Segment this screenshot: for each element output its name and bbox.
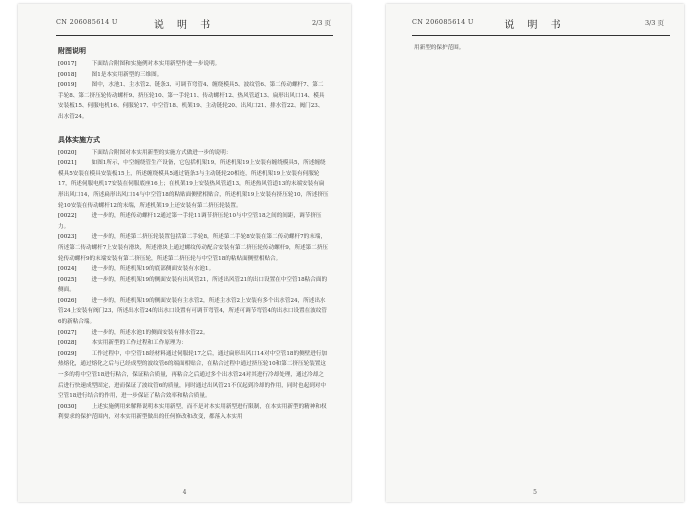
paragraph xyxy=(414,43,670,54)
paragraph-number: [0018] xyxy=(58,71,77,78)
paragraph-number: [0021] xyxy=(58,160,77,167)
paragraph xyxy=(58,158,329,211)
paragraph-text: 进一步的，所述机架19的侧面安装有出风管21，所述出风管21的出口设置在中空管18粘合面的侧面。 xyxy=(58,276,328,294)
paragraph xyxy=(58,80,329,122)
paragraph-number: [0025] xyxy=(58,276,77,283)
paragraph-number: [0020] xyxy=(58,149,77,156)
paragraph-text: 用新型的保护范围。 xyxy=(414,45,465,51)
paragraph-number: [0017] xyxy=(58,61,77,67)
paragraph xyxy=(58,338,329,349)
section-heading: 附图说明 xyxy=(58,46,86,55)
paragraph-text: 本实用新型的工作过程和工作原理为： xyxy=(91,340,187,347)
paragraph xyxy=(58,211,329,232)
paragraph xyxy=(58,232,329,264)
paragraph-text: 图1是本实用新型的三维图。 xyxy=(91,71,163,78)
paragraph xyxy=(58,349,329,402)
paragraph-number: [0030] xyxy=(58,403,77,410)
paragraph xyxy=(58,296,329,328)
paragraph-text: 工作过程中，中空管18经材料通过伺服轮17之后，通过扁形出风口14对中空管18的侧壁进行加热熔化，通过熔化之后与已经成型的波纹管6的端面相贴合，在粘合过程中通过挤压轮10和第二挤压轮装置这一多的将中空管18进行粘合，保证粘合质量，再粘合之后通过多个出水管24对其进行冷却处理，通过冷却之后进行快速成型固定，进而保证了波纹管6的质量，同时通过出风管21不仅起到冷却的作用，同时也起到对中空管18进行结合的作用，进一步保证了粘合效率和粘合质量。 xyxy=(58,350,328,400)
paragraph xyxy=(58,59,329,70)
paragraph xyxy=(58,328,329,339)
page-indicator: 2/3 页 xyxy=(311,19,331,27)
page-number: 4 xyxy=(182,489,187,496)
paragraph-number: [0024] xyxy=(58,266,77,273)
publication-number: CN 206085614 U xyxy=(56,18,118,26)
paragraph xyxy=(58,275,329,296)
paragraph-text: 如图1所示，中空缠绕管生产设备，它包括机架19，所述机架19上安装有缠绕模具5，所述缠绕模具5安装在模具安装板15上，所述缠绕模具5通过链条3与主动链轮20相连，所述机架19上安装有伺服轮17，所述伺服电机17安装在伺服底座16上；在机架19上安装热风管道13，所述热风管道13的末端安装有扁形出风口14，所述扁形出风口14与中空管18的粘贴面侧壁相贴合，所述机架19上安装有挤压轮10，所述挤压轮10安装在传动螺杆12的末端，所述机架19上还安装有第二挤压轮装置。 xyxy=(58,160,329,209)
paragraph-number: [0028] xyxy=(58,340,77,347)
paragraph-text: 下面结合附图和实施例对本实用新型作进一步说明。 xyxy=(91,61,221,67)
document-page-right xyxy=(386,4,684,502)
page-header xyxy=(18,18,351,32)
paragraph-text: 进一步的，所述水池1的侧面安装有排水管22。 xyxy=(91,329,209,336)
section-heading: 具体实施方式 xyxy=(58,134,100,144)
page-body xyxy=(58,44,329,423)
paragraph-text: 进一步的，所述机架19的侧面安装有主水管2，所述主水管2上安装有多个出水管24，所述出水管24上安装有阀门23，所述出水管24的出水口设置有可调节弯管4，所述可调节弯管4的出水口设置在波纹管6的新粘合端。 xyxy=(58,297,328,326)
header-rule xyxy=(412,35,670,36)
publication-number: CN 206085614 U xyxy=(412,18,474,26)
paragraph-number: [0023] xyxy=(58,234,77,241)
paragraph-text: 进一步的，所述机架19的底部侧面安装有水池1。 xyxy=(91,266,215,273)
paragraph-text: 上述实施例用来解释说明本实用新型，而不是对本实用新型进行限制，在本实用新型的精神和权利要求的保护范围内，对本实用新型做出的任何修改和改变，都落入本实用 xyxy=(58,403,327,421)
paragraph-text: 进一步的，所述第二挤压轮装置包括第二手轮8，所述第二手轮8安装在第二传动螺杆7的末端，所述第二传动螺杆7上安装有滑块，所述滑块上通过螺纹传动配合安装有第二挤压轮传动螺杆9，所述第二挤压轮传动螺杆9的末端安装有第二挤压轮，所述第二挤压轮与中空管18的粘贴面侧壁相贴合。 xyxy=(58,234,329,262)
paragraph-number: [0026] xyxy=(58,297,77,304)
paragraph-text: 图中，水池1、主水管2、链条3、可调节弯管4、缠绕模具5、波纹管6、第二传动螺杆7、第二手轮8、第二挤压轮传动螺杆9、挤压轮10、第一手轮11、传动螺杆12、热风管道13、扁形出风口14、模具安装板15、伺服电机16、伺服轮17、中空管18、机架19、主动链轮20、出风口21、排水管22、阀门23、出水管24。 xyxy=(58,82,325,120)
page-header xyxy=(386,18,684,32)
paragraph-text: 下面结合附图对本实用新型的实施方式做进一步的说明： xyxy=(91,149,232,156)
paragraph xyxy=(58,264,329,275)
paragraph-text: 进一步的，所述传动螺杆12通过第一手轮11调节挤压轮10与中空管18之间的间距，调节挤压力。 xyxy=(58,213,322,230)
paragraph-number: [0019] xyxy=(58,82,77,89)
paragraph-number: [0029] xyxy=(58,350,77,357)
paragraph xyxy=(58,148,329,159)
page-indicator: 3/3 页 xyxy=(644,19,664,27)
document-title: 说 明 书 xyxy=(153,20,216,31)
document-page-left xyxy=(18,4,351,502)
page-number: 5 xyxy=(533,489,537,496)
header-rule xyxy=(56,35,333,36)
paragraph xyxy=(58,70,329,81)
paragraph-number: [0027] xyxy=(58,329,77,336)
document-title: 说 明 书 xyxy=(504,20,566,31)
page-body xyxy=(414,43,670,54)
paragraph-number: [0022] xyxy=(58,213,77,220)
paragraph xyxy=(58,402,329,423)
